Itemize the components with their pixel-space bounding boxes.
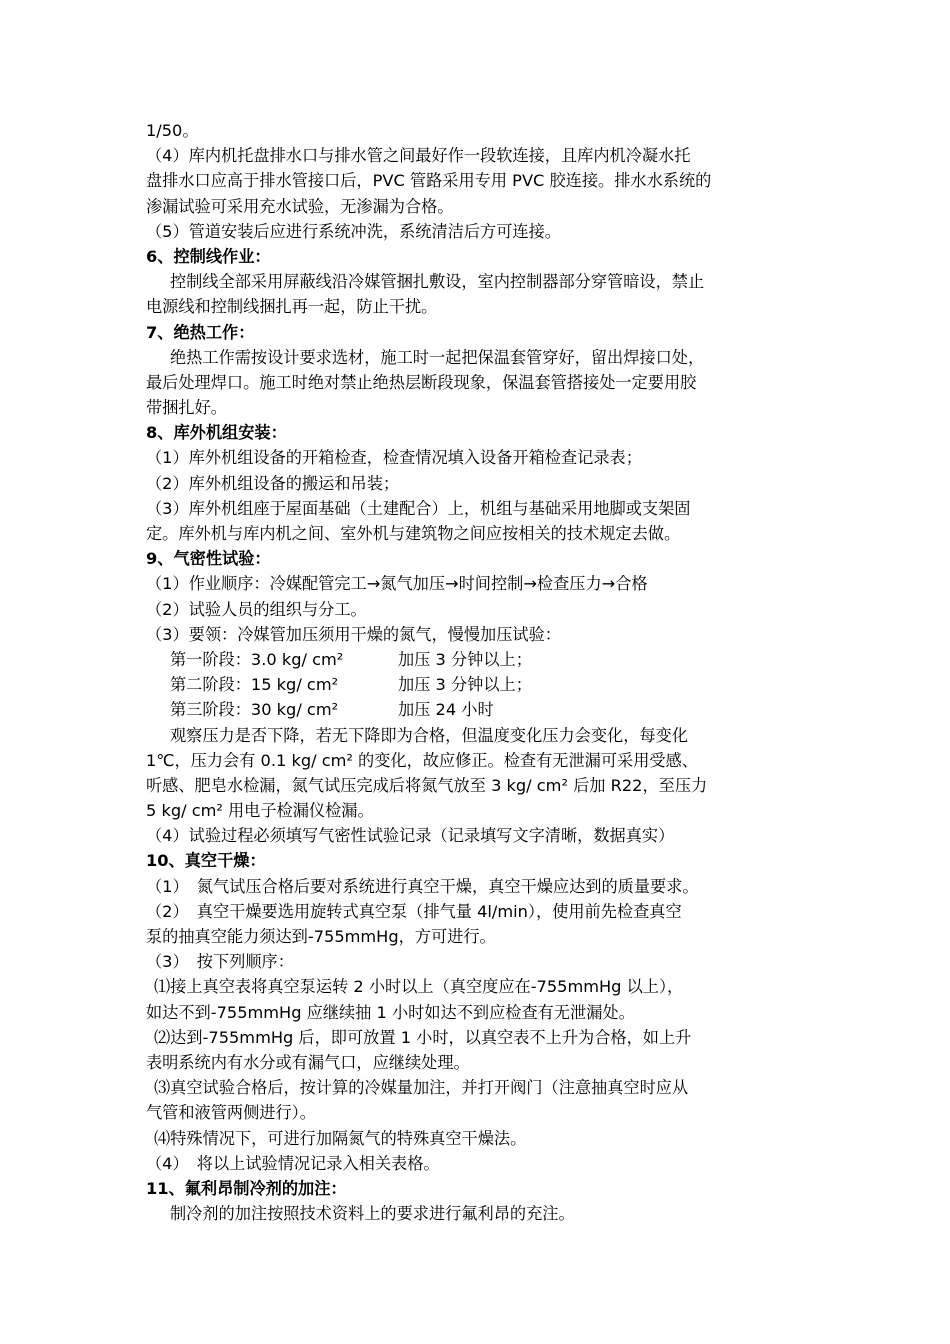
section-heading: 8、库外机组安装： [146,423,287,443]
text-line: 观察压力是否下降，若无下降即为合格，但温度变化压力会变化，每变化 [170,725,688,745]
text-line: 听感、肥皂水检漏，氮气试压完成后将氮气放至 3 kg/ cm² 后加 R22，至压力 [146,775,708,795]
section-heading: 7、绝热工作： [146,322,255,342]
text-line: （2）库外机组设备的搬运和吊装； [146,473,400,493]
text-line: （4） 将以上试验情况记录入相关表格。 [146,1153,440,1173]
stage-action: 加压 3 分钟以上； [398,649,532,669]
pressure-stage-row [146,647,814,672]
text-line: ⑶真空试验合格后，按计算的冷媒量加注，并打开阀门（注意抽真空时应从 [154,1078,689,1098]
text-line: （3）要领：冷媒管加压须用干燥的氮气，慢慢加压试验： [146,624,561,644]
text-line: 最后处理焊口。施工时绝对禁止绝热层断段现象，保温套管搭接处一定要用胶 [146,372,697,392]
text-line: ⑵达到-755mmHg 后，即可放置 1 小时，以真空表不上升为合格，如上升 [154,1027,692,1047]
text-line: （2） 真空干燥要选用旋转式真空泵（排气量 4l/min），使用前先检查真空 [146,901,682,921]
stage-label: 第一阶段：3.0 kg/ cm² [170,649,344,669]
text-line: （4）试验过程必须填写气密性试验记录（记录填写文字清晰，数据真实） [146,826,675,846]
text-line: ⑷特殊情况下，可进行加隔氮气的特殊真空干燥法。 [154,1128,527,1148]
text-line: 1/50。 [146,121,199,140]
text-line: 气管和液管两侧进行）。 [146,1103,316,1123]
text-line: 1℃，压力会有 0.1 kg/ cm² 的变化，故应修正。检查有无泄漏可采用受感、 [146,750,698,770]
text-line: 渗漏试验可采用充水试验，无渗漏为合格。 [146,196,454,216]
section-heading: 9、气密性试验： [146,549,271,569]
text-line: 盘排水口应高于排水管接口后，PVC 管路采用专用 PVC 胶连接。排水水系统的 [146,171,712,191]
text-line: 控制线全部采用屏蔽线沿冷媒管捆扎敷设，室内控制器部分穿管暗设，禁止 [170,272,705,292]
document-body [146,118,814,1226]
text-line: 制冷剂的加注按照技术资料上的要求进行氟利昂的充注。 [170,1204,575,1224]
text-line: 表明系统内有水分或有漏气口，应继续处理。 [146,1052,470,1072]
text-line: （1）库外机组设备的开箱检查，检查情况填入设备开箱检查记录表； [146,448,642,468]
text-line: （2）试验人员的组织与分工。 [146,599,367,619]
text-line: ⑴接上真空表将真空泵运转 2 小时以上（真空度应在-755mmHg 以上）， [154,977,684,997]
stage-label: 第二阶段：15 kg/ cm² [170,675,339,695]
text-line: （4）库内机托盘排水口与排水管之间最好作一段软连接，且库内机冷凝水托 [146,146,691,166]
stage-action: 加压 3 分钟以上； [398,675,532,695]
section-heading: 6、控制线作业： [146,246,271,266]
stage-action: 加压 24 小时 [398,700,494,720]
text-line: 如达不到-755mmHg 应继续抽 1 小时如达不到应检查有无泄漏处。 [146,1002,635,1022]
text-line: 电源线和控制线捆扎再一起，防止干扰。 [146,297,438,317]
pressure-stage-row [146,672,814,697]
section-heading: 10、真空干燥： [146,851,266,871]
section-heading: 11、氟利昂制冷剂的加注： [146,1178,347,1198]
text-line: （3） 按下列顺序： [146,952,294,972]
text-line: （5）管道安装后应进行系统冲洗，系统清洁后方可连接。 [146,221,561,241]
text-line: 5 kg/ cm² 用电子检漏仪检漏。 [146,801,374,821]
text-line: 泵的抽真空能力须达到-755mmHg，方可进行。 [146,927,496,946]
text-line: （1）作业顺序：冷媒配管完工→氮气加压→时间控制→检查压力→合格 [146,574,648,594]
text-line: （1） 氮气试压合格后要对系统进行真空干燥，真空干燥应达到的质量要求。 [146,876,699,896]
text-line: 绝热工作需按设计要求选材，施工时一起把保温套管穿好，留出焊接口处， [170,347,705,367]
text-line: （3）库外机组座于屋面基础（土建配合）上，机组与基础采用地脚或支架固 [146,498,691,518]
text-line: 定。库外机与库内机之间、室外机与建筑物之间应按相关的技术规定去做。 [146,524,681,543]
text-line: 带捆扎好。 [146,398,227,418]
pressure-stage-row [146,697,814,722]
stage-label: 第三阶段：30 kg/ cm² [170,700,339,720]
